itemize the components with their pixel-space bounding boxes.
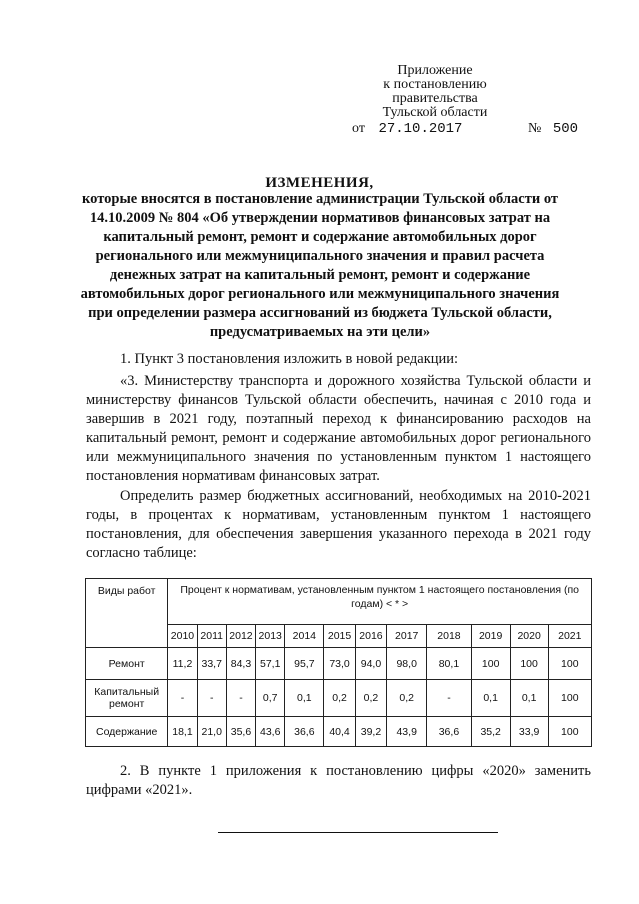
- value-cell: 94,0: [355, 648, 386, 680]
- appendix-line: к постановлению правительства: [383, 77, 487, 106]
- value-cell: 43,9: [387, 717, 427, 747]
- value-cell: 100: [548, 680, 591, 717]
- value-cell: 35,6: [226, 717, 255, 747]
- value-cell: 43,6: [256, 717, 285, 747]
- value-cell: 35,2: [471, 717, 510, 747]
- document-date-number: [352, 121, 578, 137]
- year-cell: 2017: [387, 625, 427, 648]
- value-cell: 84,3: [226, 648, 255, 680]
- paragraph-1: 1. Пункт 3 постановления изложить в новой редакции:: [120, 351, 459, 367]
- value-cell: -: [226, 680, 255, 717]
- value-cell: 98,0: [387, 648, 427, 680]
- table-row-repair: [86, 648, 592, 680]
- value-cell: 0,1: [510, 680, 548, 717]
- value-cell: 0,1: [471, 680, 510, 717]
- value-cell: 73,0: [324, 648, 355, 680]
- year-cell: 2011: [197, 625, 226, 648]
- appendix-header: [340, 64, 530, 120]
- number-label: №: [527, 121, 542, 136]
- value-cell: 36,6: [427, 717, 471, 747]
- paragraph-3: Определить размер бюджетных ассигнований, необходимых на 2010-2021 годы, в процентах к нормативам, установленным пунктом 1 настоящего постановления, для обеспечения завершения указанного перехода в 2021 году согласно таблице:: [86, 488, 591, 561]
- document-subtitle: которые вносятся в постановление администрации Тульской области от 14.10.2009 № 804 «Об утверждении нормативов финансовых затрат на капитальный ремонт, ремонт и содержание автомобильных дорог регионального или межмуниципального значения и правил расчета денежных затрат на капитальный ремонт, ремонт и содержание автомобильных дорог регионального или межмуниципального значения при определении размера ассигнований из бюджета Тульской области, предусматриваемых на эти цели»: [80, 191, 560, 340]
- value-cell: 100: [471, 648, 510, 680]
- value-cell: 36,6: [285, 717, 324, 747]
- value-cell: -: [197, 680, 226, 717]
- value-cell: 21,0: [197, 717, 226, 747]
- year-cell: 2010: [168, 625, 197, 648]
- year-cell: 2018: [427, 625, 471, 648]
- value-cell: 40,4: [324, 717, 355, 747]
- value-cell: 0,1: [285, 680, 324, 717]
- year-cell: 2012: [226, 625, 255, 648]
- appendix-line: Тульской области: [382, 105, 488, 120]
- kind-header: Виды работ: [86, 579, 168, 648]
- appendix-line: Приложение: [397, 63, 473, 78]
- signature-divider: [218, 832, 498, 833]
- value-cell: 80,1: [427, 648, 471, 680]
- table-row-maintenance: [86, 717, 592, 747]
- value-cell: 0,2: [324, 680, 355, 717]
- value-cell: -: [427, 680, 471, 717]
- document-number: 500: [552, 121, 579, 137]
- row-kind: Капитальный ремонт: [86, 680, 168, 717]
- table-row-capital-repair: [86, 680, 592, 717]
- value-cell: 100: [510, 648, 548, 680]
- percent-table: [85, 578, 592, 747]
- value-cell: 33,9: [510, 717, 548, 747]
- year-cell: 2015: [324, 625, 355, 648]
- document-date: 27.10.2017: [378, 121, 463, 137]
- row-kind: Содержание: [86, 717, 168, 747]
- value-cell: 0,2: [387, 680, 427, 717]
- paragraph-2: «3. Министерству транспорта и дорожного хозяйства Тульской области и министерству финансов Тульской области обеспечить, начиная с 2010 года и завершив в 2021 году, поэтапный переход к финансированию расходов на капитальный ремонт, ремонт и содержание автомобильных дорог регионального или межмуниципального значения по установленным пунктом 1 настоящего постановления нормативам финансовых затрат.: [86, 373, 591, 484]
- value-cell: 100: [548, 648, 591, 680]
- year-cell: 2020: [510, 625, 548, 648]
- year-cell: 2016: [355, 625, 386, 648]
- value-cell: 95,7: [285, 648, 324, 680]
- value-cell: 57,1: [256, 648, 285, 680]
- value-cell: -: [168, 680, 197, 717]
- value-cell: 11,2: [168, 648, 197, 680]
- paragraph-4: 2. В пункте 1 приложения к постановлению цифры «2020» заменить цифрами «2021».: [86, 763, 591, 798]
- value-cell: 18,1: [168, 717, 197, 747]
- year-cell: 2013: [256, 625, 285, 648]
- year-cell: 2014: [285, 625, 324, 648]
- value-cell: 39,2: [355, 717, 386, 747]
- year-cell: 2019: [471, 625, 510, 648]
- value-cell: 0,7: [256, 680, 285, 717]
- value-cell: 100: [548, 717, 591, 747]
- date-label: от: [352, 121, 365, 136]
- year-cell: 2021: [548, 625, 591, 648]
- percent-header: Процент к нормативам, установленным пунктом 1 настоящего постановления (по годам) < * >: [168, 579, 592, 625]
- row-kind: Ремонт: [86, 648, 168, 680]
- value-cell: 0,2: [355, 680, 386, 717]
- value-cell: 33,7: [197, 648, 226, 680]
- document-title: ИЗМЕНЕНИЯ,: [265, 175, 374, 191]
